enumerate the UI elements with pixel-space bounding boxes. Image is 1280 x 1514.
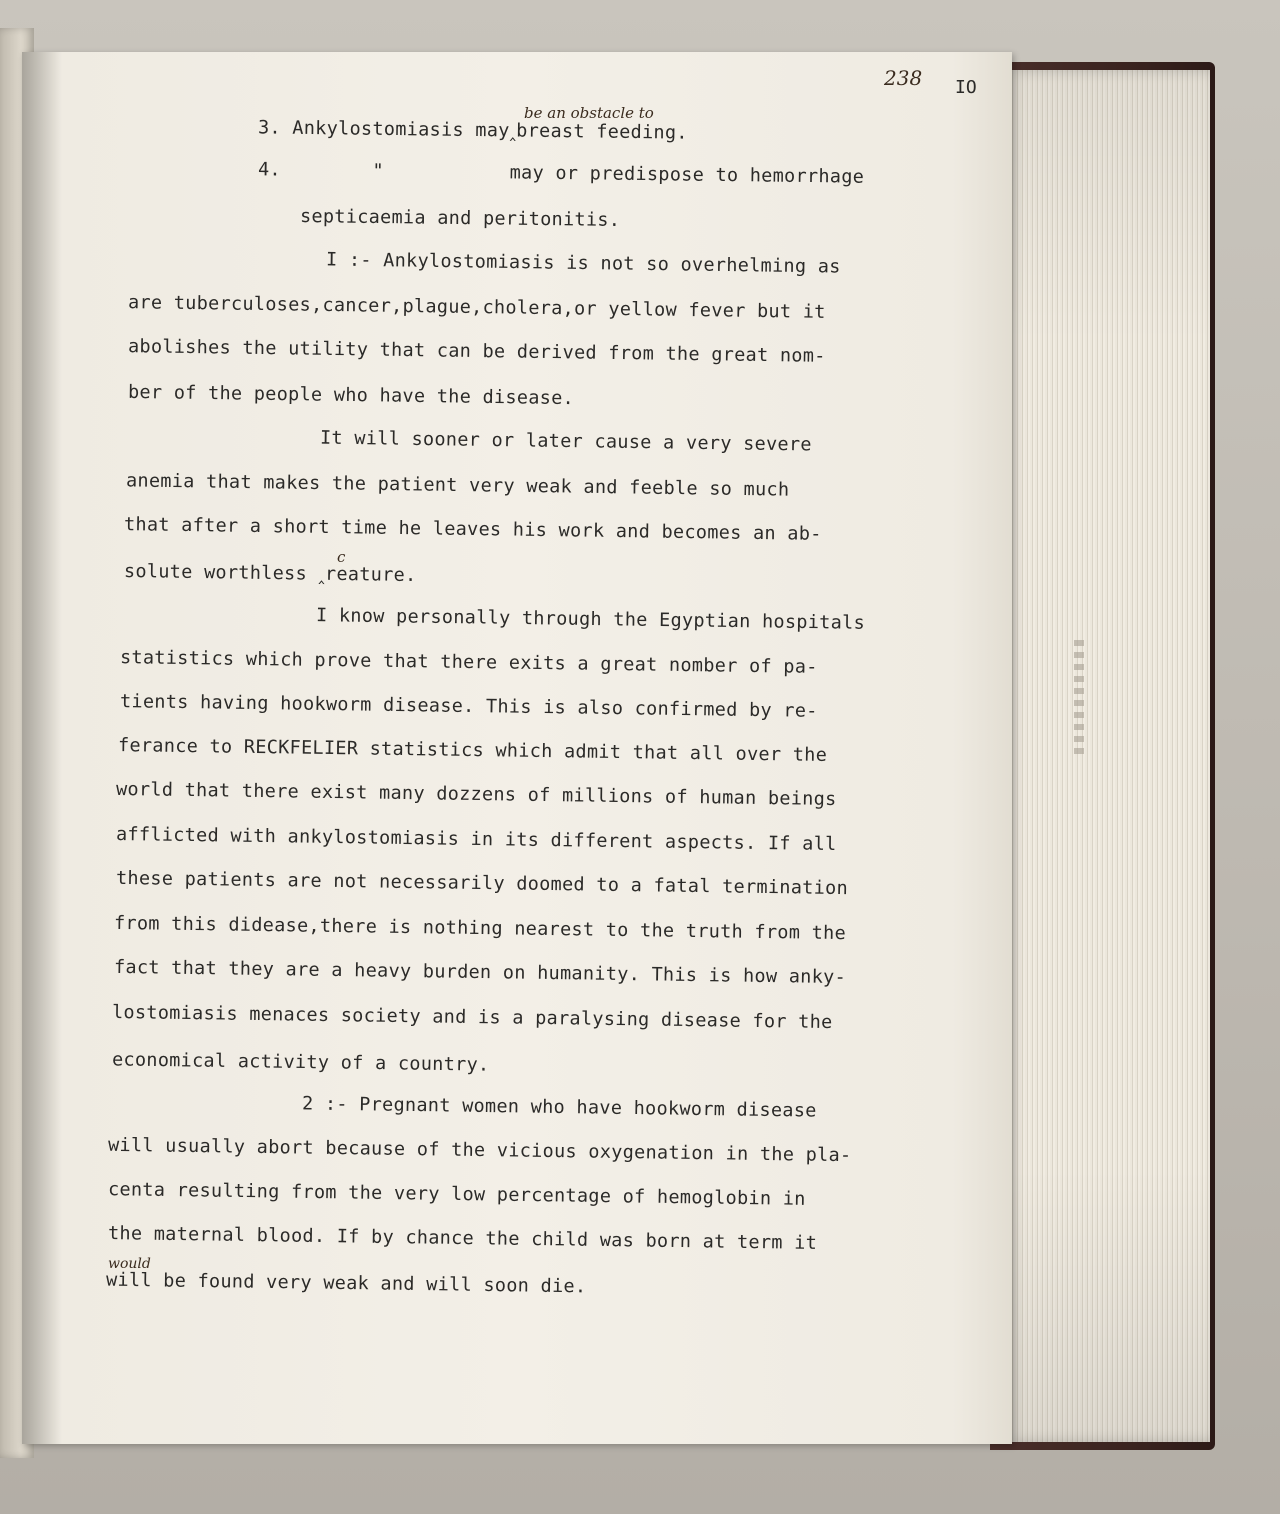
- text-line: statistics which prove that there exits a great nomber of pa-: [119, 647, 818, 678]
- handwritten-page-number: 238: [884, 66, 923, 90]
- text-line: tients having hookworm disease. This is also confirmed by re-: [119, 691, 818, 722]
- text-line: ferance to RECKFELIER statistics which admit that all over the: [117, 735, 828, 766]
- text-line: abolishes the utility that can be derived from the great nom-: [127, 336, 826, 367]
- text-line: It will sooner or later cause a very severe: [319, 427, 812, 456]
- text-line: centa resulting from the very low percentage of hemoglobin in: [107, 1179, 806, 1210]
- handwritten-insertion: be an obstacle to: [524, 104, 654, 122]
- text-line: fact that they are a heavy burden on humanity. This is how anky-: [113, 956, 847, 989]
- text-line: world that there exist many dozzens of millions of human beings: [115, 778, 837, 811]
- text-line: from this didease,there is nothing nearest to the truth from the: [113, 912, 847, 945]
- text-line: I :- Ankylostomiasis is not so overhelming as: [325, 249, 841, 278]
- text-line: are tuberculoses,cancer,plague,cholera,or yellow fever but it: [127, 292, 826, 323]
- text-line: 2 :- Pregnant women who have hookworm disease: [301, 1093, 817, 1122]
- text-line: ber of the people who have the disease.: [127, 381, 575, 410]
- text-line: will usually abort because of the vicious oxygenation in the pla-: [107, 1134, 852, 1167]
- page-edges-shade: [1005, 70, 1210, 1442]
- text-line: lostomiasis menaces society and is a paralysing disease for the: [111, 1001, 833, 1034]
- gutter-shadow: [22, 52, 62, 1444]
- text-line: I know personally through the Egyptian hospitals: [315, 605, 866, 634]
- text-line: will be found very weak and will soon die.: [105, 1269, 587, 1298]
- text-line: 3. Ankylostomiasis may‸breast feeding.: [257, 117, 688, 144]
- text-line: that after a short time he leaves his work and becomes an ab-: [123, 514, 822, 545]
- edge-stamp: [1074, 640, 1084, 760]
- handwritten-insertion-c: c: [337, 548, 346, 566]
- text-line: solute worthless ‸reature.: [123, 560, 417, 587]
- text-line: these patients are not necessarily doomed to a fatal termination: [115, 867, 849, 900]
- typed-page-number: IO: [955, 77, 977, 98]
- text-line: the maternal blood. If by chance the child was born at term it: [107, 1223, 818, 1254]
- text-line: anemia that makes the patient very weak and feeble so much: [125, 470, 790, 501]
- text-line: septicaemia and peritonitis.: [299, 206, 621, 231]
- text-line: economical activity of a country.: [111, 1049, 490, 1076]
- handwritten-insertion-would: would: [108, 1256, 151, 1272]
- text-line: afflicted with ankylostomiasis in its different aspects. If all: [115, 823, 837, 856]
- text-line: 4. " may or predispose to hemorrhage: [257, 159, 865, 188]
